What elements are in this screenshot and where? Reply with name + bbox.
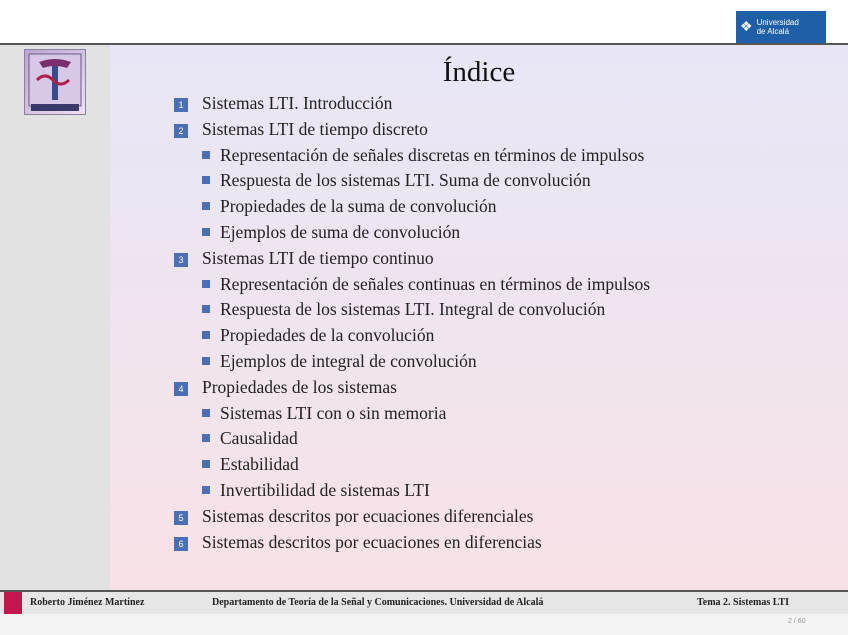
square-bullet-icon bbox=[202, 151, 210, 159]
outline-subitem bbox=[174, 349, 700, 375]
outline-subitem bbox=[174, 168, 700, 194]
square-bullet-icon bbox=[202, 305, 210, 313]
square-bullet-icon bbox=[202, 434, 210, 442]
footer-department: Departamento de Teoría de la Señal y Comunicaciones. Universidad de Alcalá bbox=[212, 597, 544, 608]
subitem-text: Ejemplos de integral de convolución bbox=[220, 350, 477, 371]
subitem-text: Representación de señales continuas en términos de impulsos bbox=[220, 273, 651, 294]
outline-section bbox=[174, 504, 700, 530]
subitem-text: Respuesta de los sistemas LTI. Suma de convolución bbox=[220, 170, 591, 191]
university-logo bbox=[736, 11, 826, 43]
outline-subitem bbox=[174, 401, 700, 427]
outline-subitem bbox=[174, 272, 700, 298]
left-sidebar bbox=[0, 45, 110, 590]
table-of-contents bbox=[174, 91, 700, 555]
subitem-text: Representación de señales discretas en términos de impulsos bbox=[220, 144, 645, 165]
outline-section bbox=[174, 91, 700, 117]
subitem-text: Estabilidad bbox=[220, 454, 299, 475]
section-number-badge: 4 bbox=[174, 382, 188, 396]
outline-subitem bbox=[174, 323, 700, 349]
square-bullet-icon bbox=[202, 331, 210, 339]
section-title: Sistemas descritos por ecuaciones en diferencias bbox=[202, 531, 542, 552]
section-number-badge: 1 bbox=[174, 98, 188, 112]
outline-subitem bbox=[174, 452, 700, 478]
outline-subitem bbox=[174, 220, 700, 246]
department-logo bbox=[24, 49, 86, 115]
square-bullet-icon bbox=[202, 176, 210, 184]
section-title: Sistemas LTI de tiempo discreto bbox=[202, 118, 428, 139]
outline-section bbox=[174, 117, 700, 143]
footer-author: Roberto Jiménez Martínez bbox=[30, 597, 145, 608]
square-bullet-icon bbox=[202, 486, 210, 494]
subitem-text: Propiedades de la convolución bbox=[220, 325, 435, 346]
square-bullet-icon bbox=[202, 202, 210, 210]
section-number-badge: 5 bbox=[174, 511, 188, 525]
outline-section bbox=[174, 530, 700, 556]
section-number-badge: 2 bbox=[174, 124, 188, 138]
outline-subitem bbox=[174, 297, 700, 323]
outline-section bbox=[174, 375, 700, 401]
page-number: 2 / 60 bbox=[788, 618, 806, 625]
section-title: Sistemas descritos por ecuaciones diferenciales bbox=[202, 505, 534, 526]
square-bullet-icon bbox=[202, 280, 210, 288]
subitem-text: Propiedades de la suma de convolución bbox=[220, 196, 497, 217]
square-bullet-icon bbox=[202, 460, 210, 468]
footer-accent-mark bbox=[4, 592, 22, 614]
section-number-badge: 3 bbox=[174, 253, 188, 267]
university-emblem-icon: ❖ bbox=[740, 19, 753, 35]
outline-subitem bbox=[174, 194, 700, 220]
bottom-strip bbox=[0, 614, 848, 635]
university-logo-line-2: de Alcalá bbox=[756, 27, 790, 36]
outline-subitem bbox=[174, 143, 700, 169]
outline-subitem bbox=[174, 426, 700, 452]
square-bullet-icon bbox=[202, 409, 210, 417]
subitem-text: Sistemas LTI con o sin memoria bbox=[220, 402, 447, 423]
footer-topic: Tema 2. Sistemas LTI bbox=[697, 597, 790, 608]
outline-subitem bbox=[174, 478, 700, 504]
section-title: Propiedades de los sistemas bbox=[202, 376, 397, 397]
subitem-text: Respuesta de los sistemas LTI. Integral de convolución bbox=[220, 299, 606, 320]
university-logo-line-1: Universidad bbox=[756, 18, 799, 27]
section-title: Sistemas LTI. Introducción bbox=[202, 93, 393, 113]
square-bullet-icon bbox=[202, 357, 210, 365]
subitem-text: Ejemplos de suma de convolución bbox=[220, 221, 461, 242]
header-bar bbox=[0, 0, 848, 44]
footer-bar bbox=[0, 592, 848, 614]
subitem-text: Invertibilidad de sistemas LTI bbox=[220, 479, 430, 500]
section-number-badge: 6 bbox=[174, 537, 188, 551]
subitem-text: Causalidad bbox=[220, 428, 298, 449]
slide-title: Índice bbox=[442, 56, 516, 88]
section-title: Sistemas LTI de tiempo continuo bbox=[202, 247, 434, 268]
square-bullet-icon bbox=[202, 228, 210, 236]
outline-section bbox=[174, 246, 700, 272]
